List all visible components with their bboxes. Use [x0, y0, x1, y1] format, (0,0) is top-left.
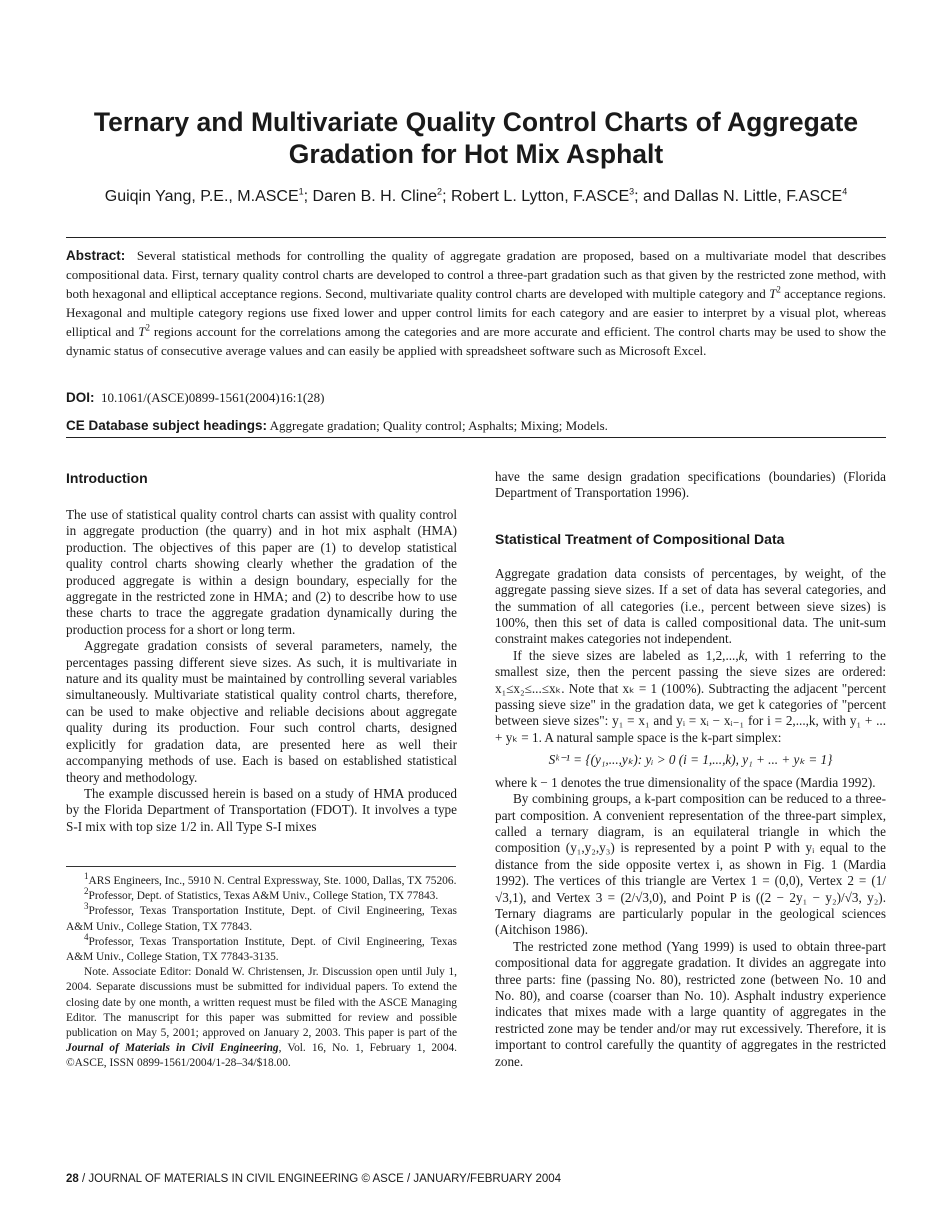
page-footer	[66, 1172, 561, 1186]
t-symbol: T	[769, 286, 777, 301]
subject-value: Aggregate gradation; Quality control; Asphalts; Mixing; Models.	[269, 418, 608, 433]
author-3: ; Robert L. Lytton, F.ASCE	[442, 188, 630, 205]
footnote	[66, 886, 457, 904]
t-exponent: 2	[776, 284, 781, 295]
doi-value[interactable]: 10.1061/(ASCE)0899-1561(2004)16:1(28)	[101, 390, 325, 405]
footnote-text: ARS Engineers, Inc., 5910 N. Central Expressway, Ste. 1000, Dallas, TX 75206.	[88, 875, 457, 887]
journal-name: Journal of Materials in Civil Engineering	[66, 1042, 279, 1055]
footnote	[66, 932, 457, 965]
paragraph: have the same design gradation specifications (boundaries) (Florida Department of Transportation 1996).	[495, 469, 886, 501]
note-text: , Vol. 16, No. 1, February 1, 2004. ©ASCE, ISSN 0899-1561/2004/1-28–34/$18.00.	[66, 1042, 457, 1070]
paragraph-text: , with 1 referring to the smallest size, then the percent passing the sieve sizes are ordered: x₁≤x₂≤...≤xₖ. Note that xₖ = 1 (100%). Subtracting the adjacent "percent passing sieve size" in the gradation data, we get k categories of "percent between sieve sizes": y₁ = x₁ and yᵢ = xᵢ − xᵢ₋₁ for i = 2,...,k, with y₁ + ... + yₖ = 1. A natural sample space is the k-part simplex:	[495, 647, 886, 745]
right-column	[495, 469, 886, 1070]
doi-line	[66, 388, 886, 407]
paragraph: The example discussed herein is based on a study of HMA produced by the Florida Department of Transportation (FDOT). It involves a type S-I mix with top size 1/2 in. All Type S-I mixes	[66, 785, 457, 834]
author-4: ; and Dallas N. Little, F.ASCE	[634, 188, 843, 205]
footnote-text: Professor, Dept. of Statistics, Texas A&M Univ., College Station, TX 77843.	[88, 890, 439, 903]
affiliation-marker: 2	[437, 186, 443, 197]
section-heading-introduction: Introduction	[66, 470, 148, 486]
simplex-equation: Sᵏ⁻¹ = {(y₁,...,yₖ): yᵢ > 0 (i = 1,...,k), y₁ + ... + yₖ = 1}	[548, 752, 833, 768]
abstract	[66, 246, 886, 360]
footnote-marker: 2	[84, 886, 89, 897]
author-2: ; Daren B. H. Cline	[303, 188, 438, 205]
paragraph: The use of statistical quality control charts can assist with quality control in aggregate production (the quarry) and in hot mix asphalt (HMA) production. The objectives of this paper are (1) to develop statistical quality control charts showing clearly whether the gradation of the produced aggregate is within a design boundary, especially for the aggregate in the restricted zone in HMA; and (2) to describe how to use these charts to trace the aggregate gradation dynamically during the production process for a short or long term.	[66, 507, 457, 637]
footnote	[66, 901, 457, 934]
page-number: 28	[66, 1173, 79, 1185]
paragraph	[495, 648, 886, 746]
author-list	[40, 187, 912, 207]
footnote	[66, 871, 457, 889]
section-heading-statistical-treatment: Statistical Treatment of Compositional Data	[495, 530, 785, 547]
paragraph: The restricted zone method (Yang 1999) is used to obtain three-part compositional data for aggregate gradation. It divides an aggregate into three parts: fine (passing No. 80), restricted zone (between No. 10 and No. 80), and coarse (coarser than No. 10). Asphalt industry experience indicates that mixes made with a large quantity of aggregates in the restricted zone may be tender and/or may rut excessively. Therefore, it is important to control carefully the quantity of aggregates in the restricted zone.	[495, 938, 886, 1069]
t-exponent: 2	[145, 322, 150, 333]
running-footer: / JOURNAL OF MATERIALS IN CIVIL ENGINEERING © ASCE / JANUARY/FEBRUARY 2004	[78, 1173, 562, 1185]
subject-headings	[66, 416, 886, 435]
t-symbol: T	[138, 324, 146, 339]
paragraph: By combining groups, a k-part composition can be reduced to a three-part composition. A convenient representation of the three-part simplex, called a ternary diagram, is an equilateral triangle in which the composition (y₁,y₂,y₃) is represented by a point P with yᵢ equal to the distance from the side opposite vertex i, as shown in Fig. 1 (Mardia 1992). The vertices of this triangle are Vertex 1 = (0,0), Vertex 2 = (1/√3,1), and Vertex 3 = (2/√3,0), and Point P is ((2 − 2y₁ − y₂)/√3, y₂). Ternary diagrams are particularly popular in the geological sciences (Aitchison 1986).	[495, 791, 886, 938]
left-column	[66, 469, 457, 835]
footnote-text: Professor, Texas Transportation Institute, Dept. of Civil Engineering, Texas A&M Univ., College Station, TX 77843.	[66, 905, 457, 933]
paragraph: Aggregate gradation data consists of percentages, by weight, of the aggregate passing sieve sizes. If a set of data has several categories, and the summation of all categories (i.e., percent between sieve sizes) is 100%, then this set of data is called compositional data. The unit-sum constraint makes categories not independent.	[495, 565, 886, 647]
footnote-marker: 1	[84, 871, 89, 882]
doi-label: DOI:	[66, 390, 95, 405]
affiliation-marker: 4	[842, 186, 848, 197]
footnotes	[66, 871, 457, 1072]
paper-title: Ternary and Multivariate Quality Control Charts of Aggregate Gradation for Hot Mix Asphalt	[93, 107, 859, 169]
affiliation-marker: 3	[629, 186, 635, 197]
footnote-text: Professor, Texas Transportation Institute, Dept. of Civil Engineering, Texas A&M Univ., College Station, TX 77843-3135.	[66, 935, 457, 964]
footnote-marker: 3	[84, 901, 89, 912]
abstract-text: acceptance regions. Hexagonal and multiple category regions use fixed lower and upper control limits for each category and are easier to interpret by a visual plot, whereas elliptical and	[66, 286, 886, 339]
paragraph: where k − 1 denotes the true dimensionality of the space (Mardia 1992).	[495, 774, 876, 790]
note-text: Note. Associate Editor: Donald W. Christensen, Jr. Discussion open until July 1, 2004. Separate discussions must be submitted for individual papers. To extend the closing date by one month, a written request must be filed with the ASCE Managing Editor. The manuscript for this paper was submitted for review and possible publication on May 5, 2001; approved on January 2, 2003. This paper is part of the	[66, 966, 457, 1040]
abstract-text: regions account for the correlations among the categories and are more accurate and efficient. The control charts may be used to show the dynamic status of consecutive average values and can easily be applied with spreadsheet software such as Microsoft Excel.	[66, 324, 886, 358]
variable-k: k	[738, 647, 745, 663]
paragraph-text: If the sieve sizes are labeled as 1,2,...,	[513, 647, 739, 663]
footnote-marker: 4	[84, 932, 89, 943]
footnote-divider	[66, 866, 456, 867]
subject-label: CE Database subject headings:	[66, 418, 268, 433]
abstract-text: Several statistical methods for controlling the quality of aggregate gradation are proposed, based on a multivariate model that describes compositional data. First, ternary quality control charts are developed to control a three-part gradation such as that given by the restricted zone method, with both hexagonal and elliptical acceptance regions. Second, multivariate quality control charts are developed with multiple category and	[66, 248, 887, 301]
abstract-label: Abstract:	[66, 248, 126, 263]
divider-bottom	[66, 437, 886, 438]
paragraph: Aggregate gradation consists of several parameters, namely, the percentages passing different sieve sizes. As such, it is multivariate in nature and its quality must be maintained by controlling several variables simultaneously. Multivariate statistical quality control charts, therefore, can be used to make objective and reliable decisions about aggregate quality during its production. Four such control charts, designed explicitly for gradation data, are presented here as well their accompanying methods of use. Each is based on established statistical theory and methodology.	[66, 638, 457, 785]
affiliation-marker: 1	[298, 186, 304, 197]
divider-top	[66, 237, 886, 238]
author-1: Guiqin Yang, P.E., M.ASCE	[104, 188, 299, 205]
editorial-note	[66, 965, 457, 1071]
